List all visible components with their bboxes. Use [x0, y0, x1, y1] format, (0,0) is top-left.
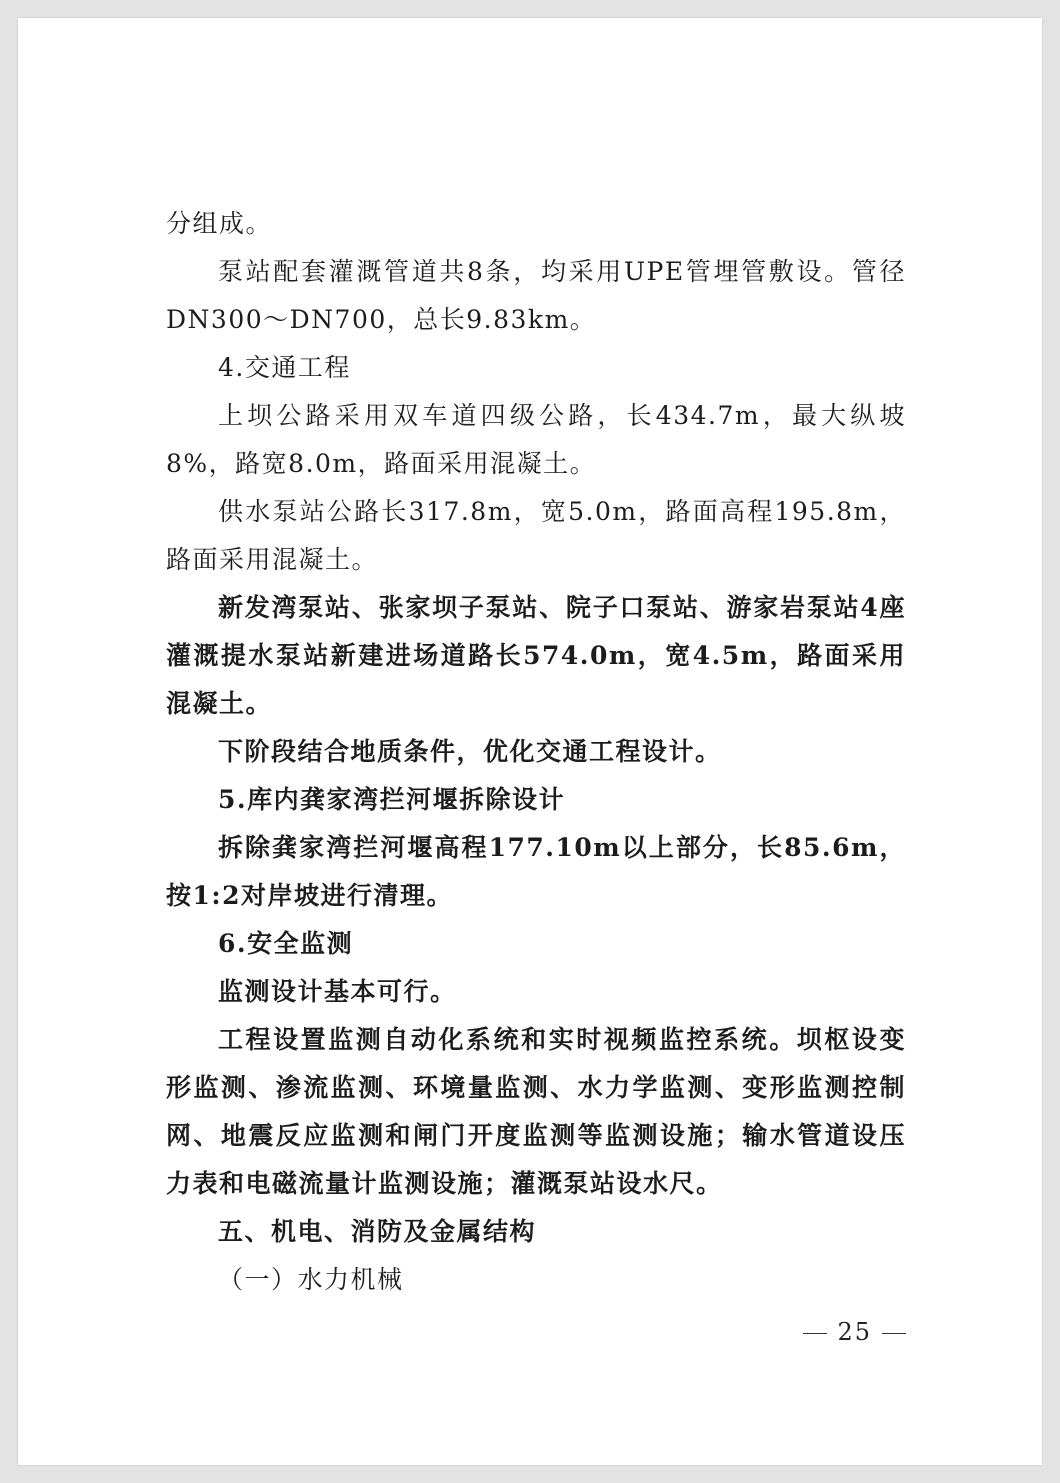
paragraph-station-roads: 新发湾泵站、张家坝子泵站、院子口泵站、游家岩泵站4座灌溉提水泵站新建进场道路长574.0m，宽4.5m，路面采用混凝土。: [166, 593, 906, 718]
document-body: [166, 200, 906, 1304]
paragraph-monitoring-feasible: 监测设计基本可行。: [218, 977, 457, 1006]
section-heading-weir-removal: 5.库内龚家湾拦河堰拆除设计: [218, 785, 566, 814]
paragraph-weir-removal: 拆除龚家湾拦河堰高程177.10m以上部分，长85.6m，按1:2对岸坡进行清理。: [166, 833, 906, 910]
page-number: [793, 1318, 916, 1346]
paragraph-monitoring-systems: 工程设置监测自动化系统和实时视频监控系统。坝枢设变形监测、渗流监测、环境量监测、水力学监测、变形监测控制网、地震反应监测和闸门开度监测等监测设施；输水管道设压力表和电磁流量计监测设施；灌溉泵站设水尺。: [166, 1025, 906, 1198]
paragraph-irrigation-pipes: 泵站配套灌溉管道共8条，均采用UPE管埋管敷设。管径DN300～DN700，总长9.83km。: [166, 257, 906, 334]
subsection-heading-hydraulic-machinery: （一）水力机械: [218, 1265, 404, 1294]
section-heading-safety-monitoring: 6.安全监测: [218, 929, 354, 958]
page-number-dash-left: [803, 1333, 827, 1334]
paragraph-pump-road: 供水泵站公路长317.8m，宽5.0m，路面高程195.8m，路面采用混凝土。: [166, 497, 906, 574]
paragraph-continuation: 分组成。: [166, 209, 273, 238]
paragraph-dam-road: 上坝公路采用双车道四级公路，长434.7m，最大纵坡8%，路宽8.0m，路面采用混凝土。: [166, 401, 906, 478]
page-number-dash-right: [882, 1333, 906, 1334]
section-heading-electromechanical: 五、机电、消防及金属结构: [218, 1217, 537, 1246]
section-heading-traffic: 4.交通工程: [218, 353, 351, 382]
paragraph-next-stage: 下阶段结合地质条件，优化交通工程设计。: [218, 737, 722, 766]
page-number-value: 25: [837, 1318, 872, 1346]
document-page: [18, 18, 1042, 1465]
